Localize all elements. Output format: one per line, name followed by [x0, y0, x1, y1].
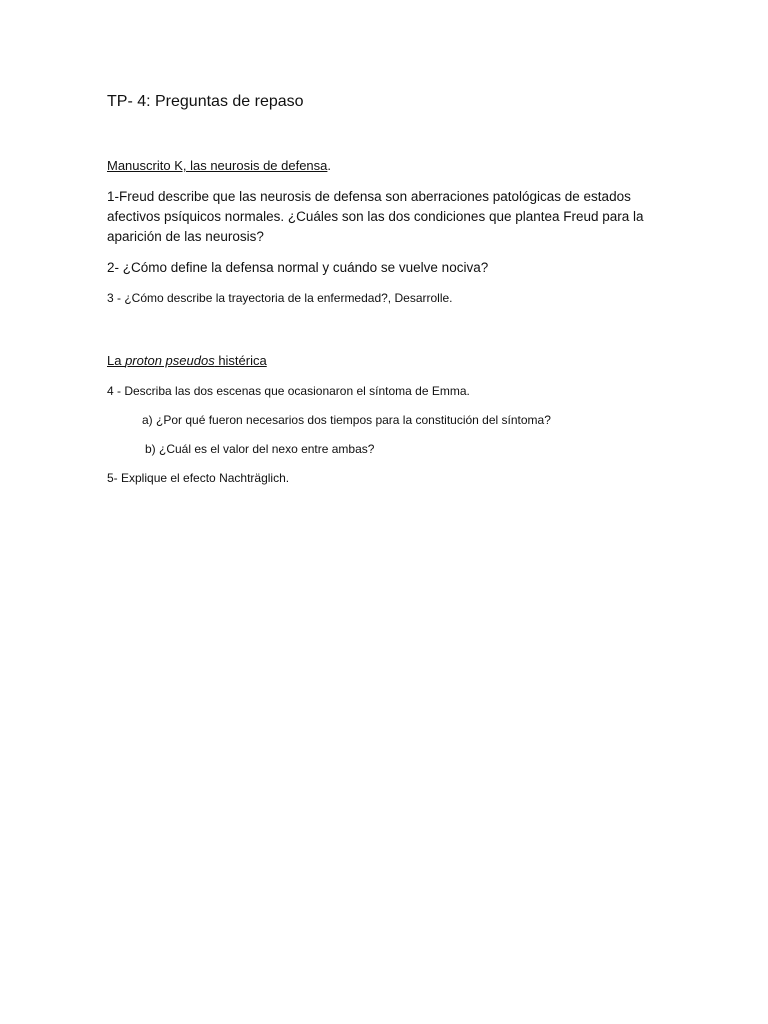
question-3: 3 - ¿Cómo describe la trayectoria de la enfermedad?, Desarrolle. [107, 291, 453, 305]
section-heading-pre: La [107, 353, 126, 368]
question-1: 1-Freud describe que las neurosis de defensa son aberraciones patológicas de estados afectivos psíquicos normales. ¿Cuáles son las dos condiciones que plantea Freud para la aparición de las neurosis? [107, 189, 644, 244]
section-heading-italic: proton pseudos [125, 353, 215, 368]
question-4b: b) ¿Cuál es el valor del nexo entre ambas? [145, 442, 375, 456]
question-5: 5- Explique el efecto Nachträglich. [107, 471, 290, 485]
question-4: 4 - Describa las dos escenas que ocasionaron el síntoma de Emma. [107, 384, 470, 398]
section-heading-proton-pseudos [107, 352, 667, 370]
document-content [107, 90, 667, 498]
question-2: 2- ¿Cómo define la defensa normal y cuándo se vuelve nociva? [107, 260, 489, 275]
section-heading-underlined [107, 353, 267, 368]
section-heading-period: . [327, 158, 332, 173]
section-heading-manuscrito-k [107, 157, 667, 175]
page-title: TP- 4: Preguntas de repaso [107, 93, 304, 110]
section-spacer [107, 318, 667, 352]
section-heading-text: Manuscrito K, las neurosis de defensa [107, 158, 328, 173]
question-4a: a) ¿Por qué fueron necesarios dos tiempos para la constitución del síntoma? [142, 413, 551, 427]
section-heading-post: histérica [214, 353, 267, 368]
